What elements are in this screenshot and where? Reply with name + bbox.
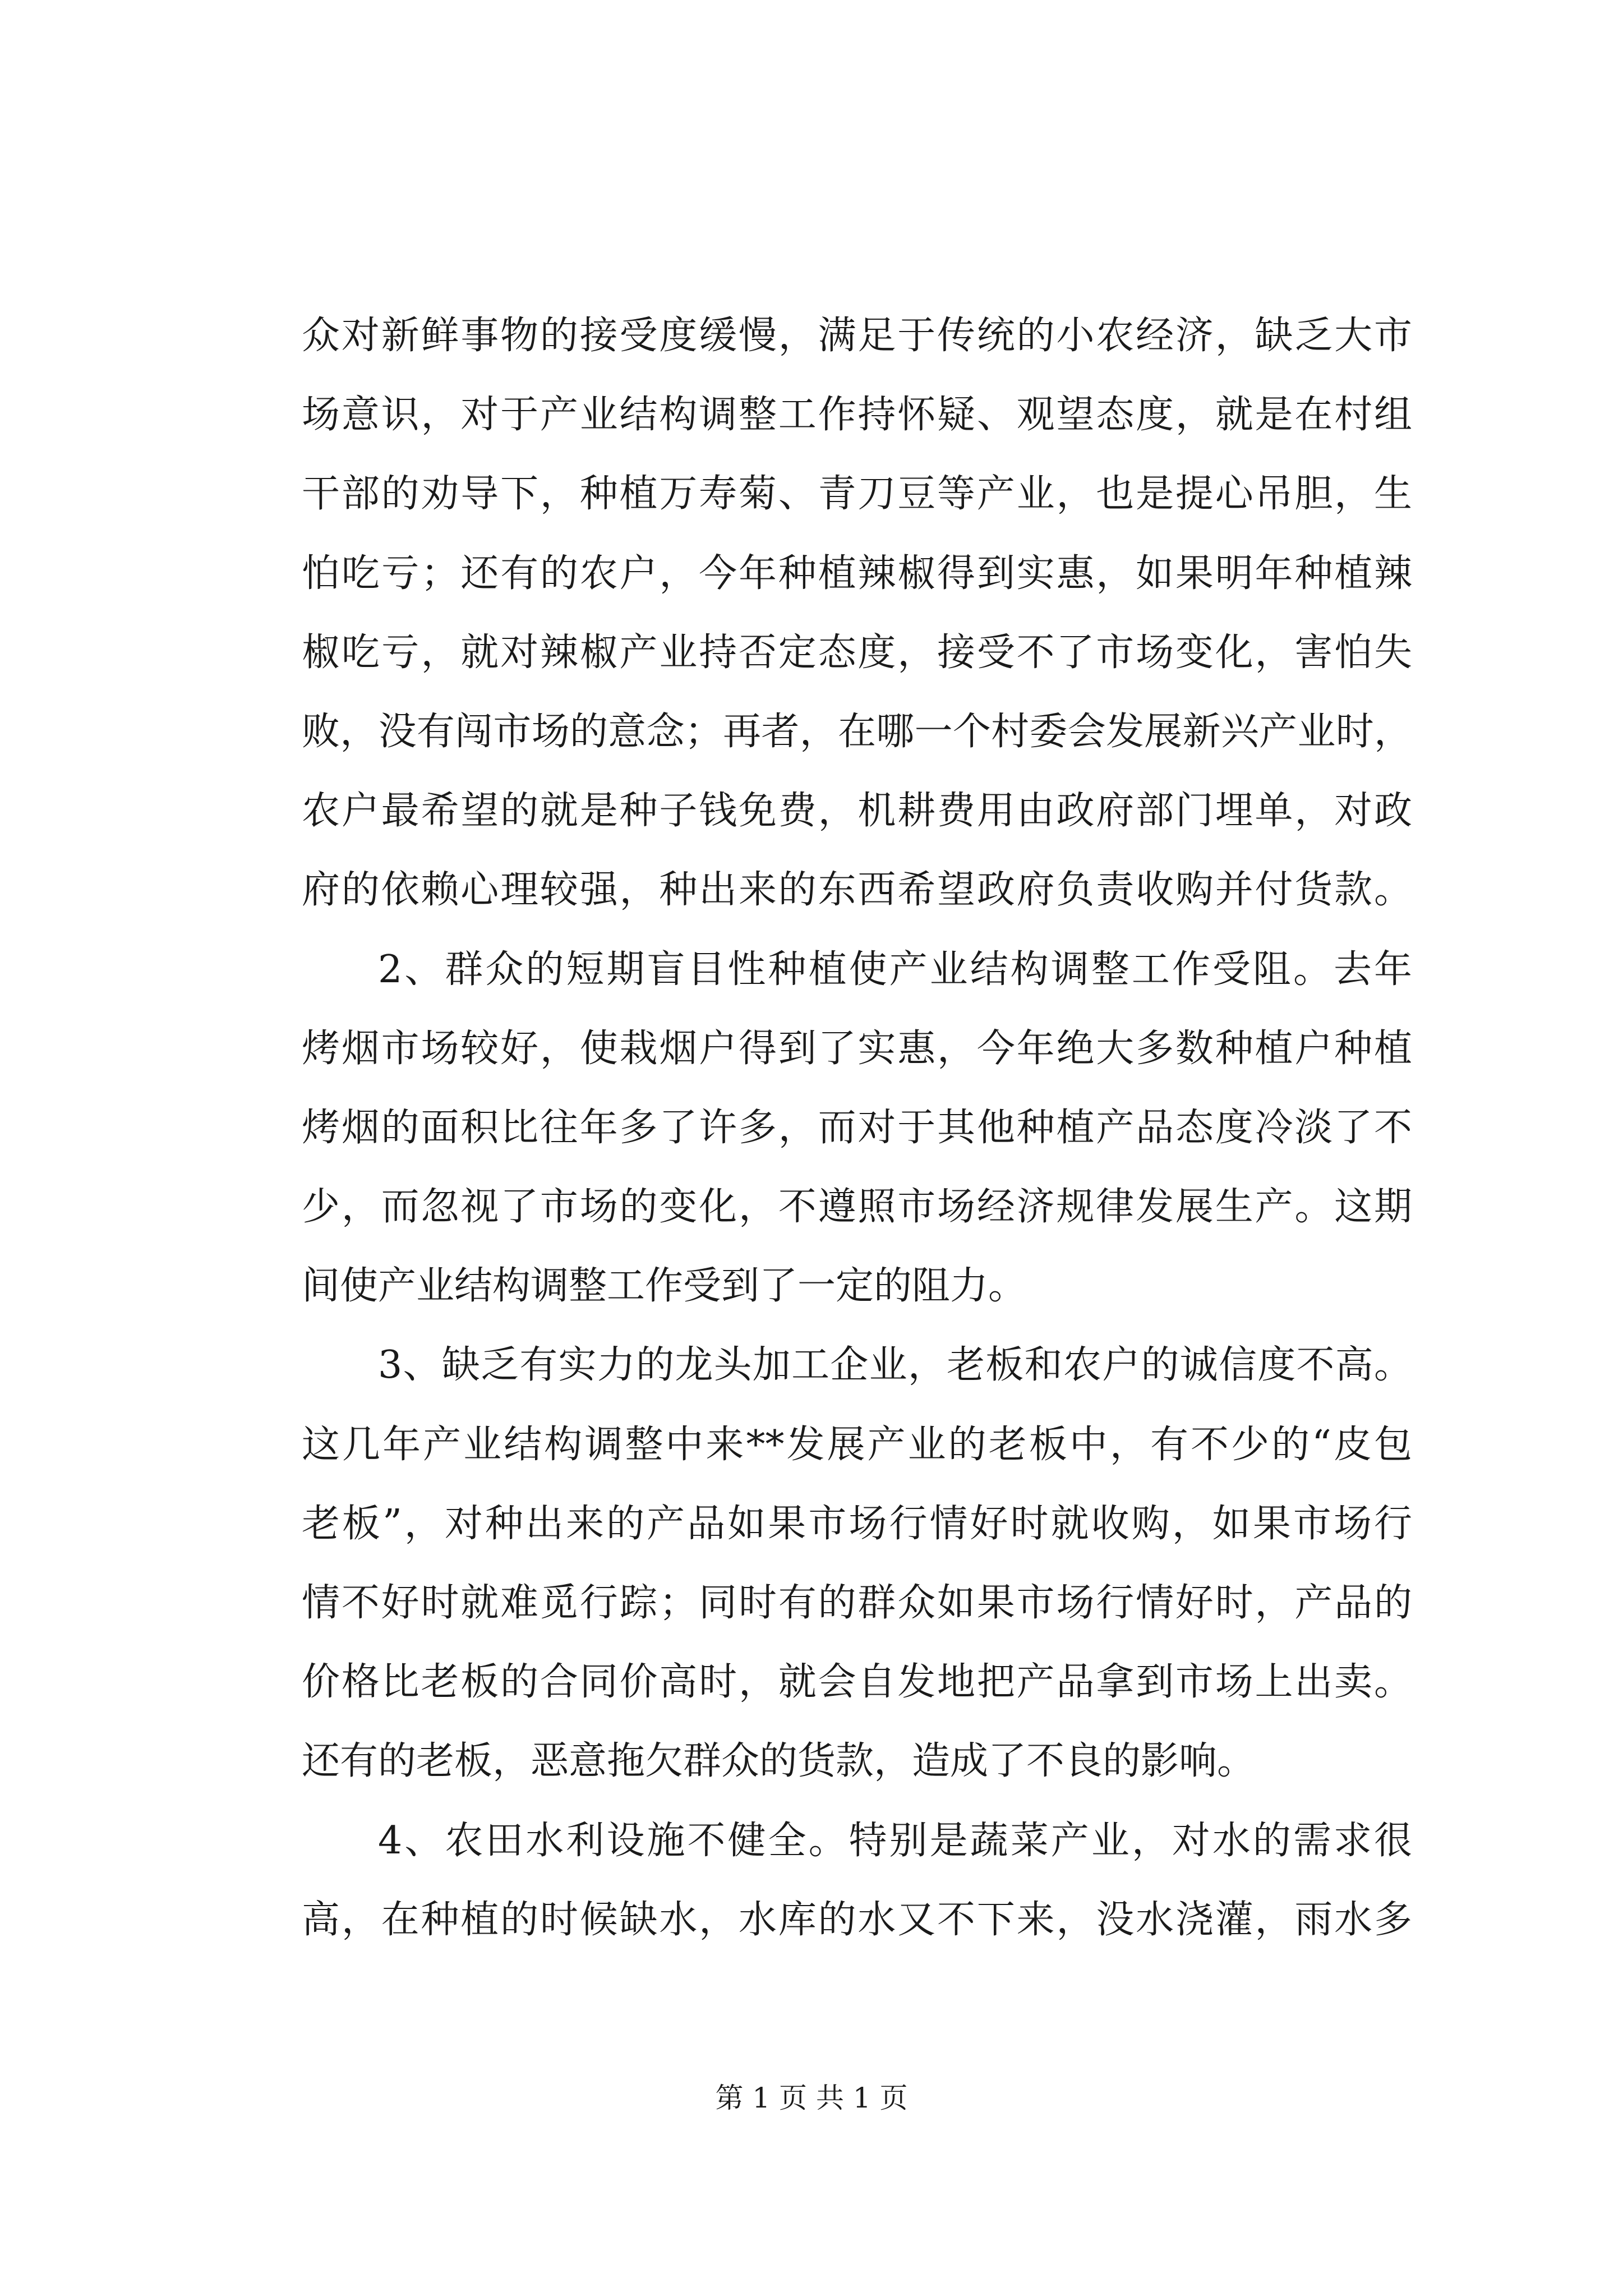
text-line: 还有的老板，恶意拖欠群众的货款，造成了不良的影响。 — [302, 1739, 1256, 1784]
text-line: 农户最希望的就是种子钱免费，机耕费用由政府部门埋单，对政 — [302, 789, 1412, 834]
text-line: 烤烟市场较好，使栽烟户得到了实惠，今年绝大多数种植户种植 — [302, 1026, 1412, 1071]
text-line: 间使产业结构调整工作受到了一定的阻力。 — [302, 1264, 1027, 1309]
text-line: 椒吃亏，就对辣椒产业持否定态度，接受不了市场变化，害怕失 — [302, 630, 1412, 675]
text-line: 2、群众的短期盲目性种植使产业结构调整工作受阻。去年 — [378, 947, 1412, 992]
page-footer: 第 1 页 共 1 页 — [715, 2082, 908, 2114]
text-line: 这几年产业结构调整中来**发展产业的老板中，有不少的“皮包 — [302, 1422, 1413, 1467]
text-line: 烤烟的面积比往年多了许多，而对于其他种植产品态度冷淡了不 — [302, 1105, 1412, 1150]
text-line: 怕吃亏；还有的农户，今年种植辣椒得到实惠，如果明年种植辣 — [302, 551, 1412, 596]
text-line: 众对新鲜事物的接受度缓慢，满足于传统的小农经济，缺乏大市 — [302, 314, 1412, 358]
text-line: 高，在种植的时候缺水，水库的水又不下来，没水浇灌，雨水多 — [302, 1897, 1412, 1942]
text-line: 干部的劝导下，种植万寿菊、青刀豆等产业，也是提心吊胆，生 — [302, 472, 1412, 517]
text-line: 场意识，对于产业结构调整工作持怀疑、观望态度，就是在村组 — [302, 393, 1412, 438]
text-line: 府的依赖心理较强，种出来的东西希望政府负责收购并付货款。 — [302, 868, 1412, 913]
text-line: 老板”，对种出来的产品如果市场行情好时就收购，如果市场行 — [302, 1501, 1412, 1546]
document-body — [302, 296, 1412, 1959]
text-line: 价格比老板的合同价高时，就会自发地把产品拿到市场上出卖。 — [302, 1660, 1412, 1705]
text-line: 少，而忽视了市场的变化，不遵照市场经济规律发展生产。这期 — [302, 1185, 1412, 1230]
text-line: 3、缺乏有实力的龙头加工企业，老板和农户的诚信度不高。 — [378, 1343, 1412, 1388]
text-line: 4、农田水利设施不健全。特别是蔬菜产业，对水的需求很 — [378, 1818, 1412, 1863]
text-line: 情不好时就难觅行踪；同时有的群众如果市场行情好时，产品的 — [302, 1581, 1412, 1625]
text-line: 败，没有闯市场的意念；再者，在哪一个村委会发展新兴产业时， — [302, 709, 1412, 754]
